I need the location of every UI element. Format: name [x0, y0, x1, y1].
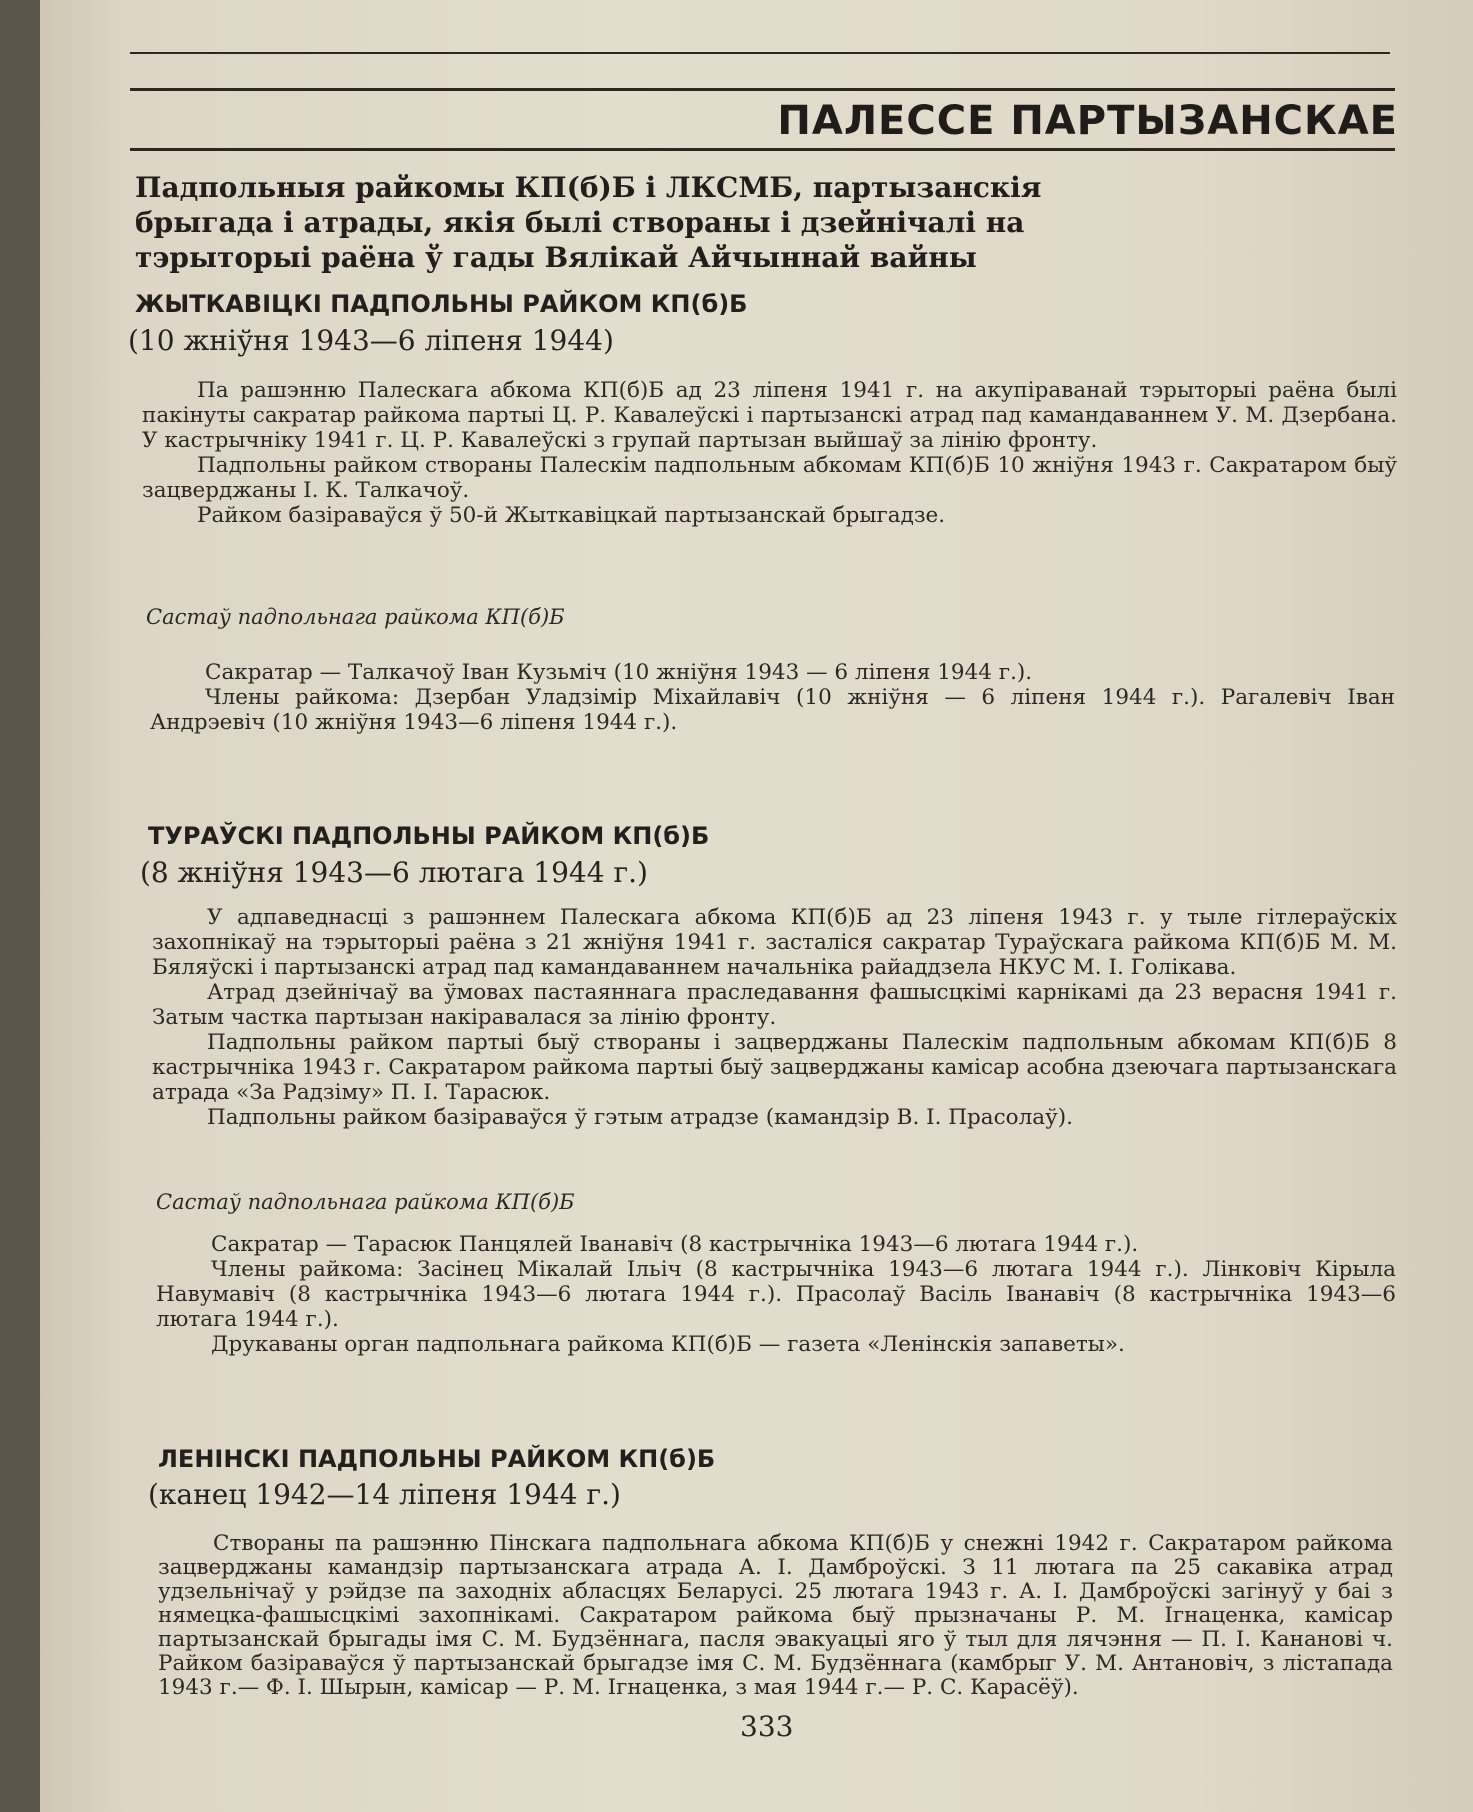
- section-dates-lenin: (канец 1942—14 ліпеня 1944 г.): [148, 1478, 621, 1511]
- staff-list-turau: [156, 1232, 1396, 1357]
- paragraph: Падпольны райком базіраваўся ў гэтым атрадзе (камандзір В. І. Прасолаў).: [207, 1105, 1073, 1130]
- member-line: Члены райкома: Дзербан Уладзімір Міхайлавіч (10 жніўня — 6 ліпеня 1944 г.). Рагалевіч Іван Андрэевіч (10 жніўня 1943—6 ліпеня 1944 г.).: [150, 685, 1395, 735]
- staff-list-zhytkavichy: [150, 660, 1395, 735]
- header-rule-lower: [130, 148, 1395, 151]
- subheading-staff-turau: Састаў падпольнага райкома КП(б)Б: [156, 1190, 575, 1214]
- section-heading-lenin: ЛЕНІНСКІ ПАДПОЛЬНЫ РАЙКОМ КП(б)Б: [158, 1445, 716, 1473]
- book-page: [40, 0, 1473, 1812]
- member-line: Сакратар — Тарасюк Панцялей Іванавіч (8 кастрычніка 1943—6 лютага 1944 г.).: [211, 1232, 1139, 1257]
- page-number: 333: [740, 1710, 794, 1743]
- section-text-turau: [152, 905, 1397, 1130]
- member-line: Друкаваны орган падпольнага райкома КП(б)Б — газета «Ленінскія запаветы».: [211, 1332, 1125, 1357]
- subheading-staff-zhytkavichy: Састаў падпольнага райкома КП(б)Б: [146, 605, 565, 629]
- header-rule-upper: [130, 88, 1395, 91]
- paragraph: Па рашэнню Палескага абкома КП(б)Б ад 23 ліпеня 1941 г. на акупіраванай тэрыторыі раёна былі пакінуты сакратар райкома партыі Ц. Р. Кавалеўскі і партызанскі атрад пад камандаваннем У. М. Дзербана. У кастрычніку 1941 г. Ц. Р. Кавалеўскі з групай партызан выйшаў за лінію фронту.: [142, 378, 1397, 453]
- section-heading-zhytkavichy: ЖЫТКАВІЦКІ ПАДПОЛЬНЫ РАЙКОМ КП(б)Б: [135, 290, 748, 318]
- section-text-zhytkavichy: [142, 378, 1397, 528]
- paragraph: Атрад дзейнічаў ва ўмовах пастаяннага праследавання фашысцкімі карнікамі да 23 верасня 1941 г. Затым частка партызан накіравалася за лінію фронту.: [152, 980, 1397, 1030]
- top-rule: [130, 52, 1390, 54]
- member-line: Сакратар — Талкачоў Іван Кузьміч (10 жніўня 1943 — 6 ліпеня 1944 г.).: [205, 660, 1033, 685]
- paragraph: Падпольны райком партыі быў створаны і зацверджаны Палескім падпольным абкомам КП(б)Б 8 кастрычніка 1943 г. Сакратаром райкома партыі быў зацверджаны камісар асобна дзеючага партызанскага атрада «За Радзіму» П. І. Тарасюк.: [152, 1030, 1397, 1105]
- section-heading-turau: ТУРАЎСКІ ПАДПОЛЬНЫ РАЙКОМ КП(б)Б: [148, 822, 710, 850]
- running-header: ПАЛЕССЕ ПАРТЫЗАНСКАЕ: [777, 98, 1398, 144]
- paragraph: Райком базіраваўся ў 50-й Жыткавіцкай партызанскай брыгадзе.: [197, 503, 946, 528]
- member-line: Члены райкома: Засінец Мікалай Ільіч (8 кастрычніка 1943—6 лютага 1944 г.). Лінковіч Кірыла Навумавіч (8 кастрычніка 1943—6 лютага 1944 г.). Прасолаў Васіль Іванавіч (8 кастрычніка 1943—6 лютага 1944 г.).: [156, 1257, 1396, 1332]
- paragraph: Створаны па рашэнню Пінскага падпольнага абкома КП(б)Б у снежні 1942 г. Сакратаром райкома зацверджаны камандзір партызанскага атрада А. І. Дамброўскі. З 11 лютага па 25 сакавіка атрад удзельнічаў у рэйдзе па заходніх абласцях Беларусі. 25 лютага 1943 г. А. І. Дамброўскі загінуў у баі з нямецка-фашысцкімі захопнікамі. Сакратаром райкома быў прызначаны Р. М. Ігнаценка, камісар партызанскай брыгады імя С. М. Будзённага, пасля эвакуацыі яго ў тыл для лячэння — П. І. Кананові ч. Райком базіраваўся ў партызанскай брыгадзе імя С. М. Будзённага (камбрыг У. М. Антановіч, з лістапада 1943 г.— Ф. І. Шырын, камісар — Р. М. Ігнаценка, з мая 1944 г.— Р. С. Карасёў).: [158, 1531, 1393, 1700]
- section-text-lenin: [158, 1532, 1393, 1700]
- paragraph: У адпаведнасці з рашэннем Палескага абкома КП(б)Б ад 23 ліпеня 1943 г. у тыле гітлераўскіх захопнікаў на тэрыторыі раёна з 21 жніўня 1941 г. засталіся сакратар Тураўскага райкома КП(б)Б М. М. Бяляўскі і партызанскі атрад пад камандаваннем начальніка райаддзела НКУС М. І. Голікава.: [152, 905, 1397, 980]
- section-dates-turau: (8 жніўня 1943—6 лютага 1944 г.): [140, 856, 648, 889]
- paragraph: Падпольны райком створаны Палескім падпольным абкомам КП(б)Б 10 жніўня 1943 г. Сакратаром быў зацверджаны І. К. Талкачоў.: [142, 453, 1397, 503]
- chapter-title: Падпольныя райкомы КП(б)Б і ЛКСМБ, партызанскія брыгада і атрады, якія былі створаны і дзейнічалі на тэрыторыі раёна ў гады Вялікай Айчыннай вайны: [135, 171, 1042, 274]
- section-dates-zhytkavichy: (10 жніўня 1943—6 ліпеня 1944): [128, 324, 614, 357]
